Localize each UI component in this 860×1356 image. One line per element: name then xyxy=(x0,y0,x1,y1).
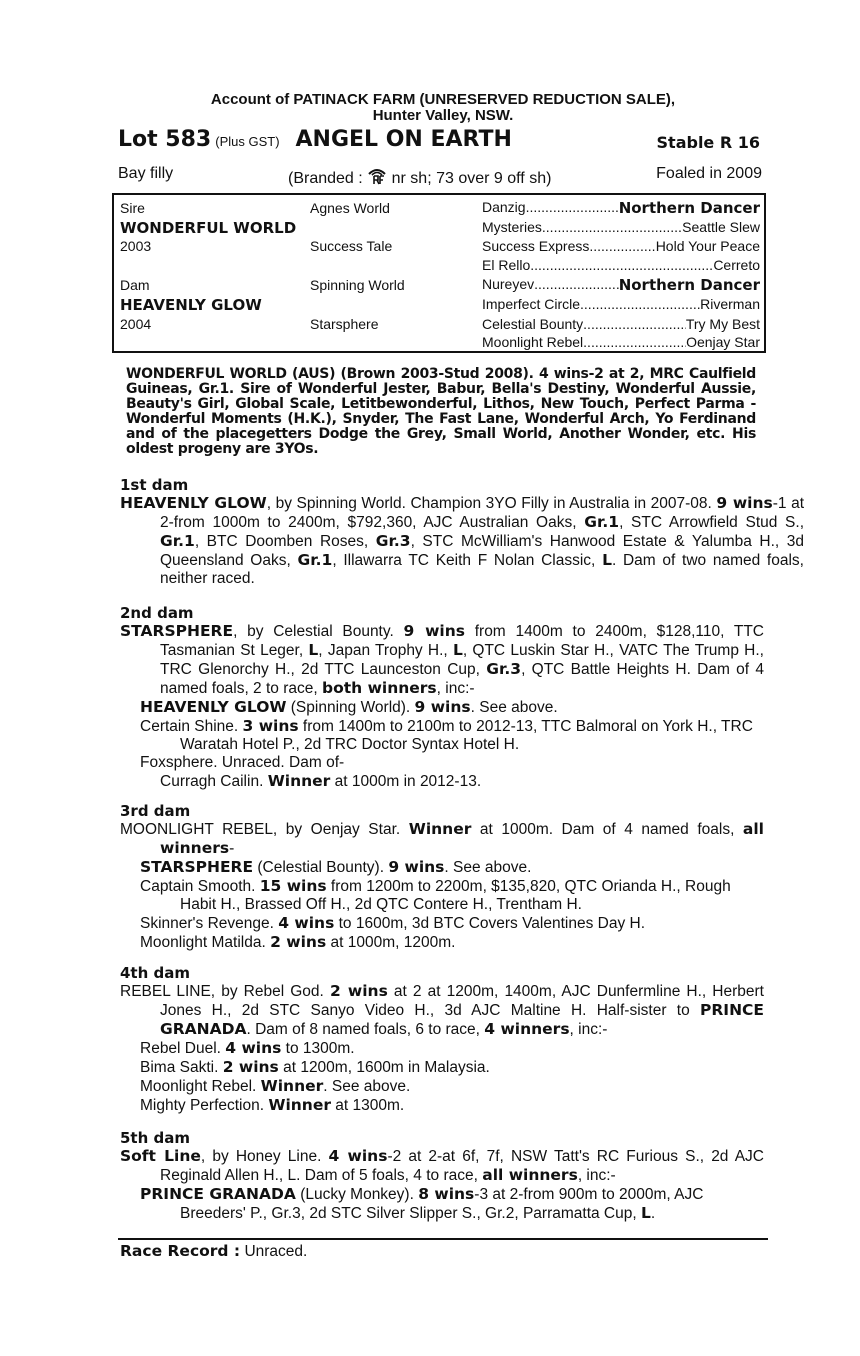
progeny-entry: Foxsphere. Unraced. Dam of- xyxy=(140,754,345,771)
sire-name: WONDERFUL WORLD xyxy=(120,219,297,237)
ancestor-row: Nureyev ..... Northern Dancer xyxy=(482,276,760,294)
vendor-account xyxy=(118,92,768,124)
account-line-2: Hunter Valley, NSW. xyxy=(372,107,514,124)
ancestor-row: Imperfect Circle ..... Riverman xyxy=(482,296,760,312)
branded-prefix: (Branded : xyxy=(288,170,363,187)
stable-number: Stable R 16 xyxy=(656,133,760,152)
race-record xyxy=(120,1242,307,1261)
dam-sire: Spinning World xyxy=(310,277,405,293)
lot-line xyxy=(118,127,768,157)
fourth-dam-block xyxy=(120,982,764,1115)
third-dam-text: MOONLIGHT REBEL, by Oenjay Star. Winner at 1000m. Dam of 4 named foals, all winners- xyxy=(120,820,764,857)
dam-year: 2004 xyxy=(120,316,152,332)
progeny-entry: Bima Sakti. 2 wins at 1200m, 1600m in Malaysia. xyxy=(140,1058,490,1076)
fifth-dam-block xyxy=(120,1147,764,1223)
brand-info xyxy=(288,165,551,188)
second-dam-block xyxy=(120,622,764,791)
horse-details-line xyxy=(118,165,762,187)
ancestor-row: Moonlight Rebel ..... Oenjay Star xyxy=(482,334,760,350)
progeny-entry: HEAVENLY GLOW (Spinning World). 9 wins. See above. xyxy=(140,698,558,716)
second-dam-heading: 2nd dam xyxy=(120,604,194,622)
brand-icon xyxy=(367,165,387,185)
progeny-entry: Captain Smooth. 15 wins from 1200m to 2200m, $135,820, QTC Orianda H., Rough Habit H., Brassed Off H., 2d QTC Contere H., Trentham H. xyxy=(140,877,731,913)
ancestor-row: Celestial Bounty ..... Try My Best xyxy=(482,316,760,332)
grand-progeny-entry: Curragh Cailin. Winner at 1000m in 2012-13. xyxy=(160,772,482,790)
ancestor-row: El Rello ..... Cerreto xyxy=(482,257,760,273)
progeny-entry: STARSPHERE (Celestial Bounty). 9 wins. See above. xyxy=(140,858,532,876)
sire-dam: Success Tale xyxy=(310,238,393,254)
race-record-label: Race Record : xyxy=(120,1242,241,1260)
first-dam-text: HEAVENLY GLOW, by Spinning World. Champion 3YO Filly in Australia in 2007-08. 9 wins-1 at 2-from 1000m to 2400m, $792,360, AJC Australian Oaks, Gr.1, STC Arrowfield Stud S., Gr.1, BTC Doomben Roses, Gr.3, STC McWilliam's Hanwood Estate & Yalumba H., 3d Queensland Oaks, Gr.1, Illawarra TC Keith F Nolan Classic, L. Dam of two named foals, neither raced. xyxy=(120,494,805,587)
fourth-dam-heading: 4th dam xyxy=(120,964,190,982)
fifth-dam-heading: 5th dam xyxy=(120,1129,190,1147)
branded-suffix: nr sh; 73 over 9 off sh) xyxy=(391,170,552,187)
progeny-entry: Moonlight Rebel. Winner. See above. xyxy=(140,1077,411,1095)
sire-label: Sire xyxy=(120,200,145,216)
ancestor-row: Success Express ..... Hold Your Peace xyxy=(482,238,760,254)
foaled-year: Foaled in 2009 xyxy=(656,165,762,182)
progeny-entry: PRINCE GRANADA (Lucky Monkey). 8 wins-3 at 2-from 900m to 2000m, AJC Breeders' P., Gr.3, 2d STC Silver Slipper S., Gr.2, Parramatta Cup, L. xyxy=(140,1185,704,1222)
plus-gst: (Plus GST) xyxy=(215,134,280,149)
progeny-entry: Skinner's Revenge. 4 wins to 1600m, 3d BTC Covers Valentines Day H. xyxy=(140,914,646,932)
sire-year: 2003 xyxy=(120,238,152,254)
account-line-1: Account of PATINACK FARM (UNRESERVED REDUCTION SALE), xyxy=(210,91,676,108)
lot-number: Lot 583 xyxy=(118,127,212,152)
dam-name: HEAVENLY GLOW xyxy=(120,296,262,314)
dam-dam: Starsphere xyxy=(310,316,379,332)
ancestor-row: Mysteries ..... Seattle Slew xyxy=(482,219,760,235)
progeny-entry: Mighty Perfection. Winner at 1300m. xyxy=(140,1096,405,1114)
colour-sex: Bay filly xyxy=(118,165,174,182)
fifth-dam-text: Soft Line, by Honey Line. 4 wins-2 at 2-at 6f, 7f, NSW Tatt's RC Furious S., 2d AJC Reginald Allen H., L. Dam of 5 foals, 4 to race, all winners, inc:- xyxy=(120,1147,764,1184)
third-dam-heading: 3rd dam xyxy=(120,802,191,820)
third-dam-block xyxy=(120,820,764,952)
race-record-value: Unraced. xyxy=(244,1243,308,1260)
progeny-entry: Moonlight Matilda. 2 wins at 1000m, 1200m. xyxy=(140,933,456,951)
first-dam-heading: 1st dam xyxy=(120,476,189,494)
progeny-entry: Certain Shine. 3 wins from 1400m to 2100m to 2012-13, TTC Balmoral on York H., TRC Waratah Hotel P., 2d TRC Doctor Syntax Hotel H. xyxy=(140,717,753,753)
horse-name: ANGEL ON EARTH xyxy=(295,127,512,152)
pedigree-table xyxy=(112,193,766,353)
sire-description: WONDERFUL WORLD (AUS) (Brown 2003-Stud 2008). 4 wins-2 at 2, MRC Caulfield Guineas, Gr.1. Sire of Wonderful Jester, Babur, Bella's Destiny, Wonderful Aussie, Beauty's Girl, Global Scale, Letitbewonderful, Lithos, New Touch, Perfect Parma - Wonderful Moments (H.K.), Snyder, The Fast Lane, Wonderful Arch, Yo Ferdinand and of the placegetters Dodge the Grey, Small World, Another Wonder, etc. His oldest progeny are 3YOs. xyxy=(126,366,756,457)
divider xyxy=(118,1238,768,1240)
sire-sire: Agnes World xyxy=(310,200,390,216)
dam-label: Dam xyxy=(120,277,150,293)
fourth-dam-text: REBEL LINE, by Rebel God. 2 wins at 2 at 1200m, 1400m, AJC Dunfermline H., Herbert Jones H., 2d STC Sanyo Video H., 3d AJC Maltine H. Half-sister to PRINCE GRANADA. Dam of 8 named foals, 6 to race, 4 winners, inc:- xyxy=(120,982,764,1038)
ancestor-row: Danzig ..... Northern Dancer xyxy=(482,199,760,217)
progeny-entry: Rebel Duel. 4 wins to 1300m. xyxy=(140,1039,355,1057)
second-dam-text: STARSPHERE, by Celestial Bounty. 9 wins from 1400m to 2400m, $128,110, TTC Tasmanian St Leger, L, Japan Trophy H., L, QTC Luskin Star H., VATC The Trump H., TRC Glenorchy H., 2d TTC Launceston Cup, Gr.3, QTC Battle Heights H. Dam of 4 named foals, 2 to race, both winners, inc:- xyxy=(120,622,765,697)
